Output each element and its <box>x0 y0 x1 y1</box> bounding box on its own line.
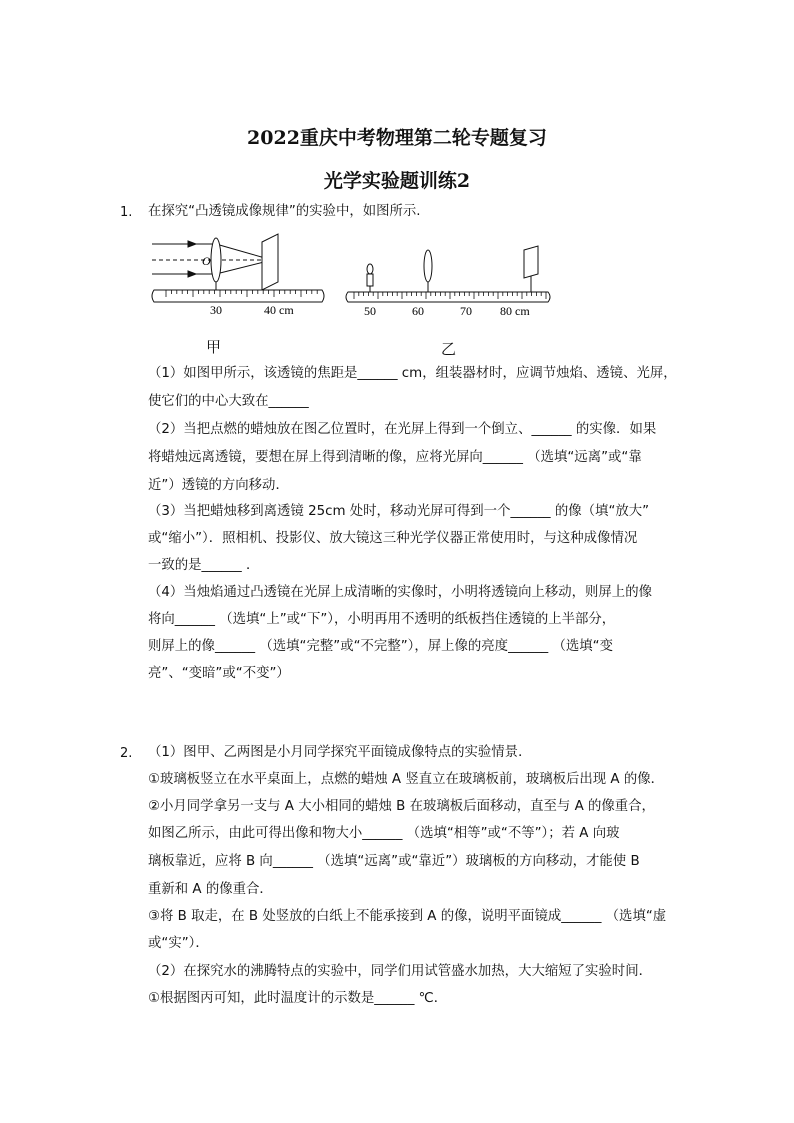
q2-line-2: ①玻璃板竖立在水平桌面上，点燃的蜡烛 A 竖直立在玻璃板前，玻璃板后出现 A 的像． <box>148 772 665 787</box>
q1-line-11: 则屏上的像______ （选填“完整”或“不完整”），屏上像的亮度______ （选填“变 <box>148 639 613 654</box>
q2-line-10: ①根据图丙可知，此时温度计的示数是______ ℃． <box>148 991 448 1006</box>
q1-line-4: 将蜡烛远离透镜，要想在屏上得到清晰的像，应将光屏向______ （选填“远离”或“靠 <box>148 450 642 465</box>
q2-line-8: 或“实”）． <box>148 936 209 951</box>
q1-line-1: （1）如图甲所示，该透镜的焦距是______ cm，组装器材时，应调节烛焰、透镜、光屏， <box>148 366 677 381</box>
figure-jia-label: 甲 <box>206 338 222 356</box>
point-o-label: O <box>202 254 211 268</box>
page-subtitle: 光学实验题训练2 <box>323 170 471 192</box>
convex-lens-icon <box>424 250 432 292</box>
bench-tick-30: 30 <box>210 303 222 317</box>
figure-yi <box>342 244 558 324</box>
screen-icon <box>524 246 538 292</box>
q1-line-3: （2）当把点燃的蜡烛放在图乙位置时，在光屏上得到一个倒立、______ 的实像．如果 <box>148 422 657 437</box>
optical-bench <box>346 292 550 302</box>
q2-line-7: ③将 B 取走，在 B 处竖放的白纸上不能承接到 A 的像，说明平面镜成______ （选填“虚 <box>148 909 667 924</box>
figure-yi-label: 乙 <box>441 340 457 358</box>
q1-line-7: 或“缩小”）．照相机、投影仪、放大镜这三种光学仪器正常使用时，与这种成像情况 <box>148 531 638 546</box>
q1-line-2: 使它们的中心大致在______ <box>148 394 309 409</box>
question-1-intro: 在探究“凸透镜成像规律”的实验中，如图所示. <box>148 204 421 219</box>
q1-line-6: （3）当把蜡烛移到离透镜 25cm 处时，移动光屏可得到一个______ 的像（填“放大” <box>148 504 650 519</box>
bench-tick-40cm: 40 cm <box>264 303 294 317</box>
q1-line-5: 近”）透镜的方向移动． <box>148 478 289 493</box>
q2-line-5: 璃板靠近，应将 B 向______ （选填“远离”或“靠近”）玻璃板的方向移动，才能使 B <box>148 854 640 869</box>
q2-line-3: ②小月同学拿另一支与 A 大小相同的蜡烛 B 在玻璃板后面移动，直至与 A 的像重合， <box>148 799 655 814</box>
question-1-number: 1. <box>120 205 133 220</box>
bench-tick-60: 60 <box>412 304 424 318</box>
q1-line-8: 一致的是______ ． <box>148 558 260 573</box>
q2-line-1: （1）图甲、乙两图是小月同学探究平面镜成像特点的实验情景． <box>148 745 532 760</box>
q2-line-6: 重新和 A 的像重合． <box>148 882 273 897</box>
q1-line-10: 将向______ （选填“上”或“下”），小明再用不透明的纸板挡住透镜的上半部分， <box>148 612 616 627</box>
convex-lens-icon <box>211 238 221 282</box>
question-2-number: 2. <box>120 746 133 761</box>
optical-bench <box>152 290 324 302</box>
q2-line-9: （2）在探究水的沸腾特点的实验中，同学们用试管盛水加热，大大缩短了实验时间． <box>148 964 652 979</box>
figure-jia <box>150 230 330 322</box>
page-title: 2022重庆中考物理第二轮专题复习 <box>247 127 547 149</box>
bench-tick-70: 70 <box>460 304 472 318</box>
screen-icon <box>262 234 278 290</box>
candle-icon <box>367 264 373 292</box>
q1-line-9: （4）当烛焰通过凸透镜在光屏上成清晰的实像时，小明将透镜向上移动，则屏上的像 <box>148 585 652 600</box>
q1-line-12: 亮”、“变暗”或“不变”） <box>148 666 290 681</box>
bench-tick-50: 50 <box>364 304 376 318</box>
q2-line-4: 如图乙所示，由此可得出像和物大小______ （选填“相等”或“不等”）；若 A 向玻 <box>148 826 620 841</box>
bench-tick-80cm: 80 cm <box>500 304 530 318</box>
